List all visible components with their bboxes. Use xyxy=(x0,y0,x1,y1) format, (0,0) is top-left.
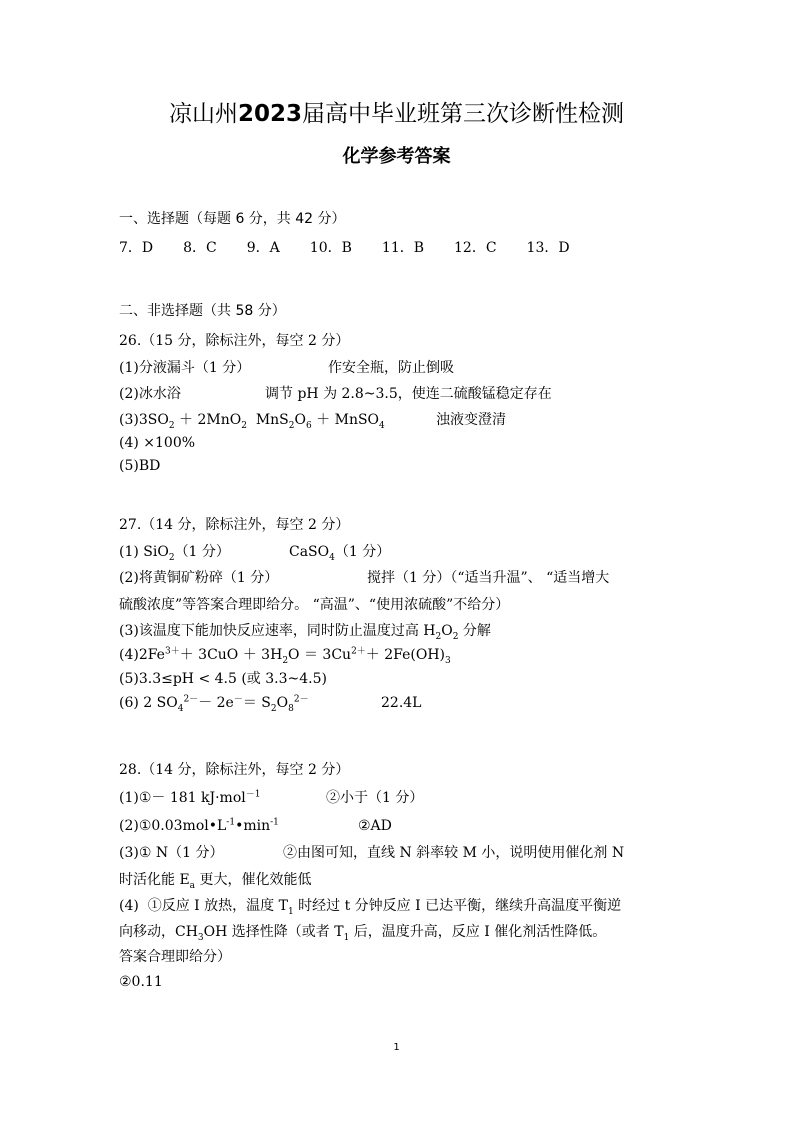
answer-10: 10．B xyxy=(309,240,352,256)
q26-3c: 浊液变澄清 xyxy=(436,412,506,428)
q28-line-4: (4) ①反应 I 放热，温度 $T_1$ 时经过 t 分钟反应 I 已达平衡，继续升高温度平衡逆 xyxy=(119,898,622,917)
answer-13: 13．D xyxy=(526,240,570,256)
q26-line-3 xyxy=(119,411,506,431)
q28-line-4-end: 答案合理即给分） xyxy=(119,949,231,965)
q26-line-1 xyxy=(119,359,454,377)
answer-9: 9．A xyxy=(246,240,280,256)
q28-heading: 28.（14 分，除标注外，每空 2 分） xyxy=(119,762,350,778)
q28-line-5: ②0.11 xyxy=(119,974,163,990)
q28-2b: ②AD xyxy=(358,818,392,834)
q28-1a: (1)①－ 181 kJ·mol$^{-1}$ xyxy=(119,789,261,806)
q27-line-2-cont: 硫酸浓度”等答案合理即给分。 “高温”、“使用浓硫酸”不给分） xyxy=(119,597,510,613)
q28-line-3 xyxy=(119,844,625,862)
q26-2b: 调节 pH 为 2.8~3.5，使连二硫酸锰稳定存在 xyxy=(265,386,552,402)
q26-1a: (1)分液漏斗（1 分） xyxy=(119,360,251,376)
answer-7: 7．D xyxy=(119,240,154,256)
q27-2a: (2)将黄铜矿粉碎（1 分） xyxy=(119,570,279,586)
q28-1b: ②小于（1 分） xyxy=(326,790,424,806)
q27-line-1 xyxy=(119,543,391,563)
q26-line-5: (5)BD xyxy=(119,458,161,474)
q26-2a: (2)冰水浴 xyxy=(119,386,181,402)
answer-8: 8．C xyxy=(183,240,217,256)
q26-1b: 作安全瓶，防止倒吸 xyxy=(328,360,454,376)
section-1-heading: 一、选择题（每题 6 分，共 42 分） xyxy=(119,211,346,227)
q28-3b: ②由图可知，直线 N 斜率较 M 小，说明使用催化剂 N xyxy=(283,845,625,861)
q27-line-2 xyxy=(119,569,610,587)
q28-line-4-cont: 向移动，$CH_3OH$ 选择性降（或者 $T_1$ 后，温度升高，反应 I 催化剂活性降低。 xyxy=(119,924,607,943)
q26-line-4: (4) ×100% xyxy=(119,435,196,451)
q27-6a: (6) 2 $SO_4^{2-}- 2e^-= S_2O_8^{2-}$ xyxy=(119,694,309,714)
q27-line-4: $(4)2Fe^{3+}+ 3CuO + 3H_2O = 3Cu^{2+}+ 2Fe(OH)_3$ xyxy=(119,646,451,666)
q28-2a: $(2)①0.03mol•L^{-1}•\min^{-1}$ xyxy=(119,817,279,834)
q26-line-2 xyxy=(119,385,552,403)
q27-1b: CaSO$_4$（1 分） xyxy=(289,544,391,563)
q26-heading: 26.（15 分，除标注外，每空 2 分） xyxy=(119,333,350,349)
page-title: 凉山州2023届高中毕业班第三次诊断性检测 xyxy=(168,101,624,127)
page-subtitle: 化学参考答案 xyxy=(342,146,451,167)
q28-line-1 xyxy=(119,789,424,807)
q28-3a: (3)① N（1 分） xyxy=(119,845,224,861)
q28-line-2 xyxy=(119,817,392,835)
q27-line-3: (3)该温度下能加快反应速率，同时防止温度过高 $H_2O_2$ 分解 xyxy=(119,623,491,642)
q28-line-3-cont: 时活化能 $E_a$ 更大，催化效能低 xyxy=(119,872,312,891)
answer-11: 11．B xyxy=(381,240,425,256)
q27-6b: 22.4L xyxy=(381,695,422,711)
q26-3-equation: $(3)3SO_2 + 2MnO_2$ $MnS_2O_6$ ＋ MnSO$_4$ xyxy=(119,412,385,431)
q27-heading: 27.（14 分，除标注外，每空 2 分） xyxy=(119,517,350,533)
page-number: 1 xyxy=(393,1042,400,1053)
q27-1a: (1) SiO$_2$（1 分） xyxy=(119,544,230,563)
choice-answers xyxy=(119,239,600,257)
answer-12: 12．C xyxy=(454,240,497,256)
q27-line-5: (5)3.3≤pH < 4.5 (或 3.3~4.5) xyxy=(119,671,327,687)
q27-line-6 xyxy=(119,694,422,714)
section-2-heading: 二、非选择题（共 58 分） xyxy=(119,303,286,319)
q27-2b: 搅拌（1 分）（“适当升温”、 “适当增大 xyxy=(367,570,610,586)
